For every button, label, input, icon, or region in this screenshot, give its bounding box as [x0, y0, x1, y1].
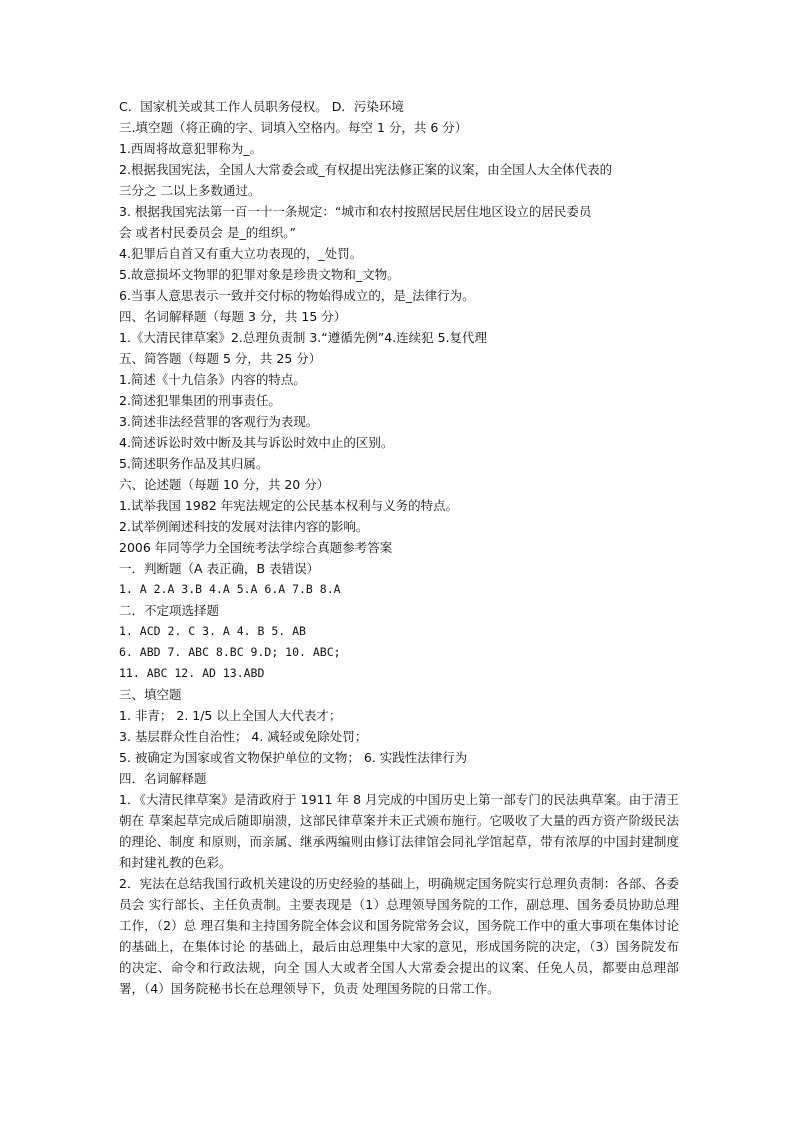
- question-line: 2.根据我国宪法，全国人大常委会或_有权提出宪法修正案的议案，由全国人大全体代表的: [119, 162, 613, 177]
- question-line: 4.犯罪后自首又有重大立功表现的，_处罚。: [119, 246, 363, 261]
- question-line: 1.简述《十九信条》内容的特点。: [119, 372, 306, 387]
- question-line: 3. 根据我国宪法第一百一十一条规定：“城市和农村按照居民居住地区设立的居民委员: [119, 204, 592, 219]
- answer-paragraph: 1．《大清民律草案》是清政府于 1911 年 8 月完成的中国历史上第一部专门的民法典草案。由于清王朝在 草案起草完成后随即崩溃，这部民律草案并未正式颁布施行。它吸收了大量的西方资产阶级民法的理论、制度 和原则，而亲属、继承两编则由修订法律馆会同礼学馆起草，带有浓厚的中国封建制度和封建礼教的色彩。: [119, 792, 679, 870]
- answer-line: 5. 被确定为国家或省文物保护单位的文物； 6. 实践性法律行为: [119, 750, 468, 765]
- question-line: 4.简述诉讼时效中断及其与诉讼时效中止的区别。: [119, 435, 394, 450]
- section-heading-short-answer: 五、简答题（每题 5 分，共 25 分）: [119, 351, 322, 366]
- answer-section-heading: 一．判断题（A 表正确，B 表错误）: [119, 561, 320, 576]
- answer-section-heading: 四．名词解释题: [119, 771, 207, 786]
- answer-line: 11. ABC 12. AD 13.ABD: [119, 666, 265, 680]
- question-line: 2.试举例阐述科技的发展对法律内容的影响。: [119, 519, 369, 534]
- question-line: 5.故意损坏文物罪的犯罪对象是珍贵文物和_文物。: [119, 267, 400, 282]
- question-line: 1.试举我国 1982 年宪法规定的公民基本权利与义务的特点。: [119, 498, 459, 513]
- question-line: 2.简述犯罪集团的刑事责任。: [119, 393, 281, 408]
- section-heading-essay: 六、论述题（每题 10 分，共 20 分）: [119, 477, 330, 492]
- answer-line: 1. 非青； 2. 1/5 以上全国人大代表才；: [119, 708, 342, 723]
- answer-paragraph: 2．宪法在总结我国行政机关建设的历史经验的基础上，明确规定国务院实行总理负责制：各部、各委员会 实行部长、主任负责制。主要表现是（1）总理领导国务院的工作，副总理、国务委员协助总理工作，（2）总 理召集和主持国务院全体会议和国务院常务会议，国务院工作中的重大事项在集体讨论的基础上，在集体讨论 的基础上，最后由总理集中大家的意见，形成国务院的决定，（3）国务院发布的决定、命令和行政法规，向全 国人大或者全国人大常委会提出的议案、任免人员，都要由总理部署，（4）国务院秘书长在总理领导下，负责 处理国务院的日常工作。: [119, 876, 679, 996]
- answer-section-heading: 三、填空题: [119, 687, 182, 702]
- answer-line: 6. ABD 7. ABC 8.BC 9.D; 10. ABC;: [119, 645, 341, 659]
- document-page: [119, 96, 679, 999]
- section-heading-terms: 四、名词解释题（每题 3 分，共 15 分）: [119, 309, 347, 324]
- answer-section-heading: 二．不定项选择题: [119, 603, 220, 618]
- section-heading-fill-blank: 三.填空题（将正确的字、词填入空格内。每空 1 分，共 6 分）: [119, 120, 468, 135]
- question-line: 6.当事人意思表示一致并交付标的物始得成立的，是_法律行为。: [119, 288, 475, 303]
- option-line: C．国家机关或其工作人员职务侵权。 D．污染环境: [119, 99, 404, 114]
- answer-line: 1. A 2.A 3.B 4.A 5.A 6.A 7.B 8.A: [119, 582, 341, 596]
- question-line: 三分之 二以上多数通过。: [119, 183, 261, 198]
- answer-line: 3. 基层群众性自治性； 4. 减轻或免除处罚；: [119, 729, 368, 744]
- answer-line: 1. ACD 2. C 3. A 4. B 5. AB: [119, 624, 306, 638]
- question-line: 1.西周将故意犯罪称为_。: [119, 141, 263, 156]
- answer-key-title: 2006 年同等学力全国统考法学综合真题参考答案: [119, 540, 393, 555]
- question-line: 3.简述非法经营罪的客观行为表现。: [119, 414, 319, 429]
- question-line: 5.简述职务作品及其归属。: [119, 456, 269, 471]
- question-line: 会 或者村民委员会 是_的组织。”: [119, 225, 296, 240]
- question-line: 1.《大清民律草案》2.总理负责制 3.“遵循先例”4.连续犯 5.复代理: [119, 330, 488, 345]
